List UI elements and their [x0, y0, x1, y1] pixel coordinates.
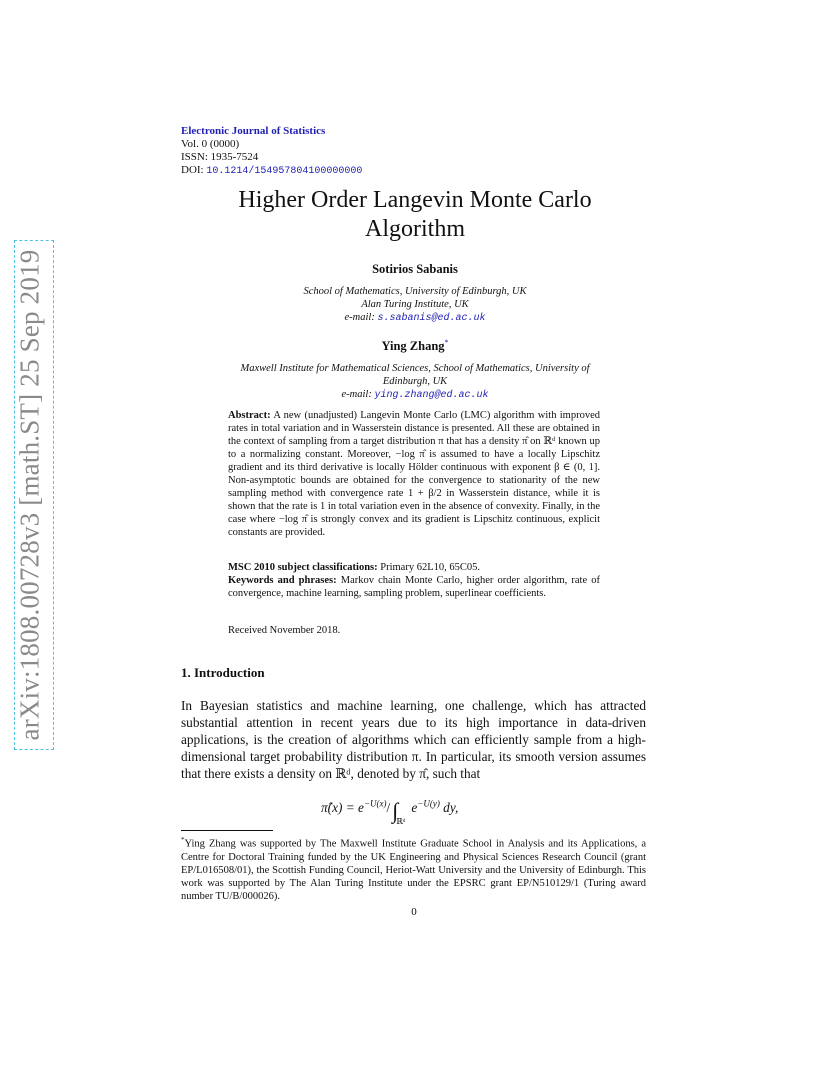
journal-name[interactable]: Electronic Journal of Statistics	[181, 125, 326, 137]
abstract	[228, 409, 600, 539]
page-number: 0	[411, 906, 417, 918]
integral-domain: ℝᵈ	[396, 817, 406, 826]
title-line-1: Higher Order Langevin Monte Carlo	[238, 187, 592, 213]
email-label: e-mail:	[344, 312, 375, 323]
author-2-email-line	[160, 388, 670, 402]
arxiv-identifier: arXiv:1808.00728v3 [math.ST] 25 Sep 2019	[14, 249, 45, 741]
equation-slash: /	[386, 800, 391, 815]
footnote-marker-link[interactable]: *	[444, 338, 449, 347]
author-2-affiliation-1: Maxwell Institute for Mathematical Sciences, School of Mathematics, University of	[240, 363, 590, 375]
author-1-affiliation-1: School of Mathematics, University of Edinburgh, UK	[303, 286, 527, 297]
author-2-affiliation-2: Edinburgh, UK	[382, 376, 448, 388]
author-2-email[interactable]: ying.zhang@ed.ac.uk	[374, 390, 489, 402]
keywords-line	[228, 574, 600, 600]
msc-text: Primary 62L10, 65C05.	[380, 562, 480, 573]
equation-exponent-1: −U(x)	[363, 798, 387, 809]
paper-title	[160, 186, 670, 244]
equation-exponent-2: −U(y)	[417, 798, 440, 809]
display-equation	[181, 792, 646, 826]
keywords-label: Keywords and phrases:	[228, 575, 337, 586]
email-label: e-mail:	[341, 389, 372, 401]
author-block-1	[160, 262, 670, 325]
abstract-label: Abstract:	[228, 410, 271, 421]
received-date: Received November 2018.	[228, 625, 341, 636]
footnote	[181, 834, 646, 903]
intro-paragraph: In Bayesian statistics and machine learning, one challenge, which has attracted substantial attention in recent years due to its high importance in data-driven applications, is the creation of algorithms which can efficiently sample from a high-dimensional target probability distribution π. In particular, its smooth version assumes that there exists a density on ℝᵈ, denoted by π̂, such that	[181, 698, 646, 781]
author-block-2	[160, 338, 670, 402]
journal-header	[181, 125, 362, 178]
keywords-text: Markov chain Monte Carlo, higher order algorithm, rate of convergence, machine learning, sampling problem, superlinear coefficients.	[228, 575, 600, 599]
footnote-marker: *	[181, 836, 185, 844]
author-1-email[interactable]: s.sabanis@ed.ac.uk	[377, 313, 486, 324]
section-heading: 1. Introduction	[181, 665, 265, 680]
footnote-rule	[181, 830, 273, 831]
doi-label: DOI:	[181, 164, 204, 176]
msc-line	[228, 561, 600, 574]
equation-content	[321, 798, 458, 826]
journal-issn: ISSN: 1935-7524	[181, 151, 259, 163]
msc-label: MSC 2010 subject classifications:	[228, 562, 378, 573]
journal-volume: Vol. 0 (0000)	[181, 138, 240, 150]
author-name-2-line	[160, 338, 670, 354]
classification-block	[228, 561, 600, 600]
journal-doi-line	[181, 164, 362, 178]
author-1-affiliation-2: Alan Turing Institute, UK	[361, 299, 469, 310]
title-line-2: Algorithm	[365, 216, 465, 242]
abstract-text: A new (unadjusted) Langevin Monte Carlo (LMC) algorithm with improved rates in total variation and in Wasserstein distance is presented. All these are obtained in the context of sampling from a target distribution π that has a density π̂ on ℝᵈ known up to a normalizing constant. Moreover, −log π̂ is assumed to have a locally Lipschitz gradient and its third derivative is locally Hölder continuous with exponent β ∈ (0, 1]. Non-asymptotic bounds are obtained for the convergence to stationarity of the new sampling method with convergence rate 1 + β/2 in Wasserstein distance, while it is shown that the rate is 1 in total variation even in the absence of convexity. Finally, in the case where −log π̂ is strongly convex and its gradient is Lipschitz continuous, explicit constants are provided.	[228, 410, 601, 538]
integral-sign: ∫	[392, 798, 399, 823]
footnote-text: Ying Zhang was supported by The Maxwell Institute Graduate School in Analysis and its Applications, a Centre for Doctoral Training funded by the UK Engineering and Physical Sciences Research Council (grant EP/L016508/01), the Scottish Funding Council, Heriot-Watt University and the University of Edinburgh. This work was supported by The Alan Turing Institute under the EPSRC grant EP/N510129/1 (Turing award number TU/B/000026).	[181, 838, 646, 902]
equation-tail: dy,	[439, 800, 459, 815]
equation-lhs: π̂(x) = e	[321, 800, 364, 815]
author-name-1: Sotirios Sabanis	[372, 262, 458, 276]
doi-link[interactable]: 10.1214/154957804100000000	[206, 166, 363, 177]
author-name-2: Ying Zhang	[381, 339, 445, 354]
equation-e: e	[411, 800, 418, 815]
author-1-email-line	[160, 311, 670, 325]
